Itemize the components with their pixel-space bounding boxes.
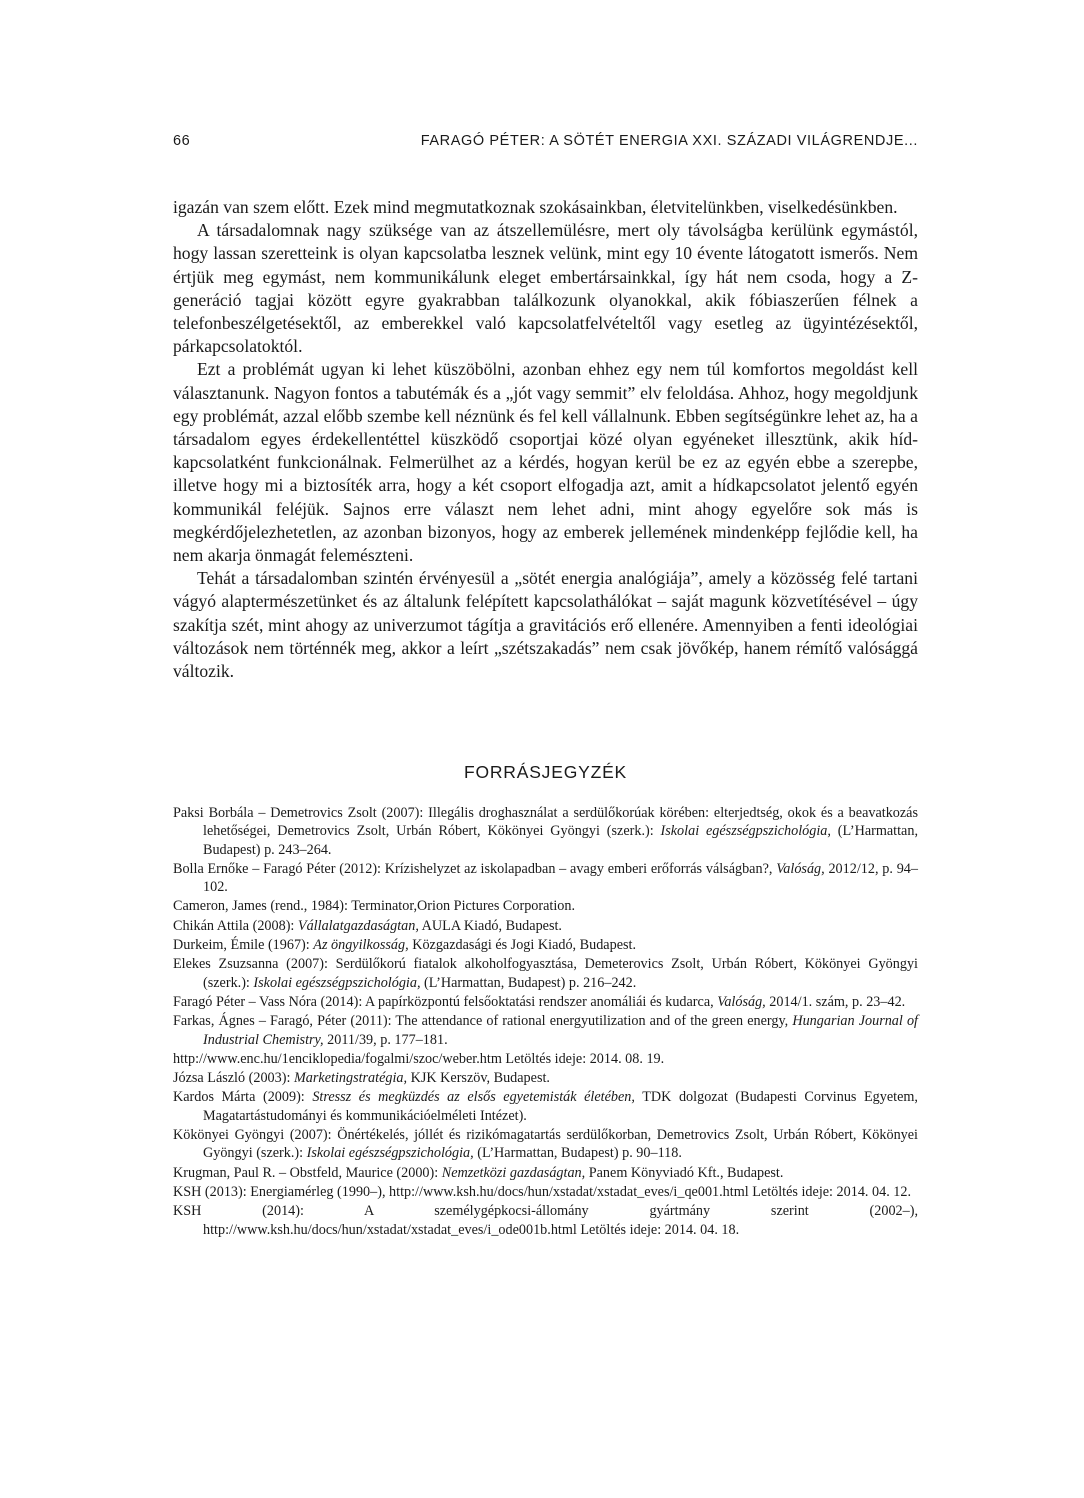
reference-item	[173, 917, 918, 935]
reference-text: Elekes Zsuzsanna (2007): Serdülőkorú fiatalok alkoholfogyasztása, Demeterovics Zsolt, Urbán Róbert, Kökönyei Gyöngyi (szerk.):	[173, 956, 918, 991]
reference-text: Közgazdasági és Jogi Kiadó, Budapest.	[408, 937, 636, 954]
reference-text: Farkas, Ágnes – Faragó, Péter (2011): The attendance of rational energyutilization and of the green energy,	[173, 1013, 793, 1030]
reference-title: Marketingstratégia,	[293, 1070, 408, 1087]
reference-item	[173, 1202, 918, 1239]
reference-text: http://www.enc.hu/1enciklopedia/fogalmi/szoc/weber.htm Letöltés ideje: 2014. 08. 19.	[173, 1050, 665, 1067]
reference-title: Az öngyilkosság,	[313, 937, 409, 954]
reference-text: Kökönyei Gyöngyi (2007): Önértékelés, jóllét és rizikómagatartás serdülőkorban, Demetrovics Zsolt, Urbán Róbert, Kökönyei Gyöngyi (szerk.):	[173, 1127, 918, 1162]
reference-text: 2014/1. szám, p. 23–42.	[765, 993, 906, 1010]
reference-text: (L’Harmattan, Budapest) p. 243–264.	[203, 823, 918, 858]
reference-item	[173, 1050, 918, 1068]
reference-title: Vállalatgazdaságtan,	[297, 917, 419, 934]
paragraph: Tehát a társadalomban szintén érvényesül a „sötét energia analógiája”, amely a közösség felé tartani vágyó alaptermészetünket és az általunk felépített kapcsolathálókat – saját magunk közvetítésével – úgy szakítja szét, mint ahogy az univerzumot tágítja a gravitációs erő ellenére. Amennyiben a fenti ideológiai változások nem történnék meg, akkor a leírt „szétszakadás” nem csak jövőkép, hanem rémítő valósággá változik.	[173, 568, 918, 682]
reference-title: Iskolai egészségpszichológia,	[253, 974, 421, 991]
reference-item	[173, 860, 918, 897]
reference-text: Paksi Borbála – Demetrovics Zsolt (2007): Illegális droghasználat a serdülőkorúak körében: elterjedtség, okok és a beavatkozás lehetőségei, Demetrovics Zsolt, Urbán Róbert, Kökönyei Gyöngyi (szerk.):	[173, 805, 918, 840]
reference-title: Valóság,	[717, 993, 766, 1010]
paragraph: igazán van szem előtt. Ezek mind megmutatkoznak szokásainkban, életvitelünkben, viselkedésünkben.	[173, 197, 898, 217]
reference-title: Hungarian Journal of Industrial Chemistry,	[203, 1013, 918, 1048]
references-heading: FORRÁSJEGYZÉK	[463, 762, 628, 782]
reference-text: Durkeim, Émile (1967):	[173, 937, 314, 954]
references-list	[173, 804, 918, 1240]
running-title: FARAGÓ PÉTER: A SÖTÉT ENERGIA XXI. SZÁZADI VILÁGRENDJE...	[420, 133, 918, 149]
reference-text: (L’Harmattan, Budapest) p. 90–118.	[473, 1145, 682, 1162]
reference-text: KJK Kerszöv, Budapest.	[407, 1070, 550, 1087]
page-number: 66	[173, 133, 191, 149]
reference-item	[173, 1012, 918, 1049]
paragraph: A társadalomnak nagy szüksége van az átszellemülésre, mert oly távolságba kerülünk egymástól, hogy lassan szeretteink is olyan kapcsolatba lesznek velünk, mint egy 10 évente látogatott ismerős. Nem értjük meg egymást, nem kommunikálunk eleget embertársainkkal, így hát nem csoda, hogy a Z-generáció tagjai között egyre gyakrabban találkozunk olyanokkal, akik fóbiaszerűen félnek a telefonbeszélgetésektől, az emberekkel való kapcsolatfelvételtől vagy esetleg az ügyintézésektől, párkapcsolatoktól.	[173, 220, 918, 357]
reference-item	[173, 955, 918, 992]
reference-item	[173, 1183, 918, 1201]
reference-item	[173, 897, 918, 915]
reference-item	[173, 1088, 918, 1125]
reference-text: Józsa László (2003):	[173, 1070, 294, 1087]
reference-text: KSH (2013): Energiamérleg (1990–), http://www.ksh.hu/docs/hun/xstadat/xstadat_eves/i_qe001.html Letöltés ideje: 2014. 04. 12.	[173, 1183, 912, 1200]
reference-text: Cameron, James (rend., 1984): Terminator,Orion Pictures Corporation.	[173, 898, 576, 915]
reference-title: Stressz és megküzdés az elsős egyetemisták életében,	[312, 1089, 635, 1106]
reference-text: 2012/12, p. 94–102.	[203, 860, 918, 896]
reference-text: Krugman, Paul R. – Obstfeld, Maurice (2000):	[173, 1164, 442, 1181]
reference-text: 2011/39, p. 177–181.	[323, 1031, 448, 1048]
reference-title: Iskolai egészségpszichológia,	[306, 1145, 474, 1162]
reference-text: AULA Kiadó, Budapest.	[418, 917, 562, 934]
reference-text: Kardos Márta (2009):	[173, 1089, 313, 1106]
reference-item	[173, 936, 918, 954]
reference-item	[173, 1126, 918, 1163]
reference-text: Panem Könyviadó Kft., Budapest.	[585, 1164, 784, 1181]
running-header	[173, 133, 918, 157]
reference-text: (L’Harmattan, Budapest) p. 216–242.	[420, 974, 637, 991]
reference-text: KSH (2014): A személygépkocsi-állomány gyártmány szerint (2002–), http://www.ksh.hu/docs/hun/xstadat/xstadat_eves/i_ode001b.html Letöltés ideje: 2014. 04. 18.	[173, 1203, 918, 1238]
reference-item	[173, 804, 918, 859]
reference-text: Faragó Péter – Vass Nóra (2014): A papírközpontú felsőoktatási rendszer anomáliái és kudarca,	[173, 993, 718, 1010]
reference-text: TDK dolgozat (Budapesti Corvinus Egyetem, Magatartástudományi és kommunikációelméleti Intézet).	[203, 1089, 918, 1124]
reference-title: Iskolai egészségpszichológia,	[660, 823, 831, 840]
reference-item	[173, 1164, 918, 1182]
reference-item	[173, 1069, 918, 1087]
paragraph: Ezt a problémát ugyan ki lehet küszöbölni, azonban ehhez egy nem túl komfortos megoldást kell választanunk. Nagyon fontos a tabutémák és a „jót vagy semmit” elv feloldása. Ahhoz, hogy megoldjunk egy problémát, azzal előbb szembe kell néznünk és fel kell vállalnunk. Ebben segítségünkre lehet az, ha a társadalom egyes érdekellentéttel küszködő csoportjai közé olyan egyéneket illesztünk, akik híd-kapcsolatként funkcionálnak. Felmerülhet az a kérdés, hogyan kerül be ez az egyén ebbe a szerepbe, illetve hogy mi a biztosíték arra, hogy a két csoport elfogadja azt, amit a hídkapcsolatot jelentő egyén kommunikál feléjük. Sajnos erre választ nem lehet adni, mint ahogy egyelőre sok más is megkérdőjelezhetetlen, az azonban bizonyos, hogy az emberek jellemének mindenképp fejlődie kell, ha nem akarja önmagát felemészteni.	[173, 359, 918, 566]
reference-title: Valóság,	[776, 860, 825, 877]
body-text	[173, 196, 918, 683]
reference-item	[173, 993, 918, 1011]
reference-text: Chikán Attila (2008):	[173, 917, 298, 934]
reference-title: Nemzetközi gazdaságtan,	[441, 1164, 586, 1181]
reference-text: Bolla Ernőke – Faragó Péter (2012): Krízishelyzet az iskolapadban – avagy emberi erőforrás válságban?,	[173, 860, 777, 877]
